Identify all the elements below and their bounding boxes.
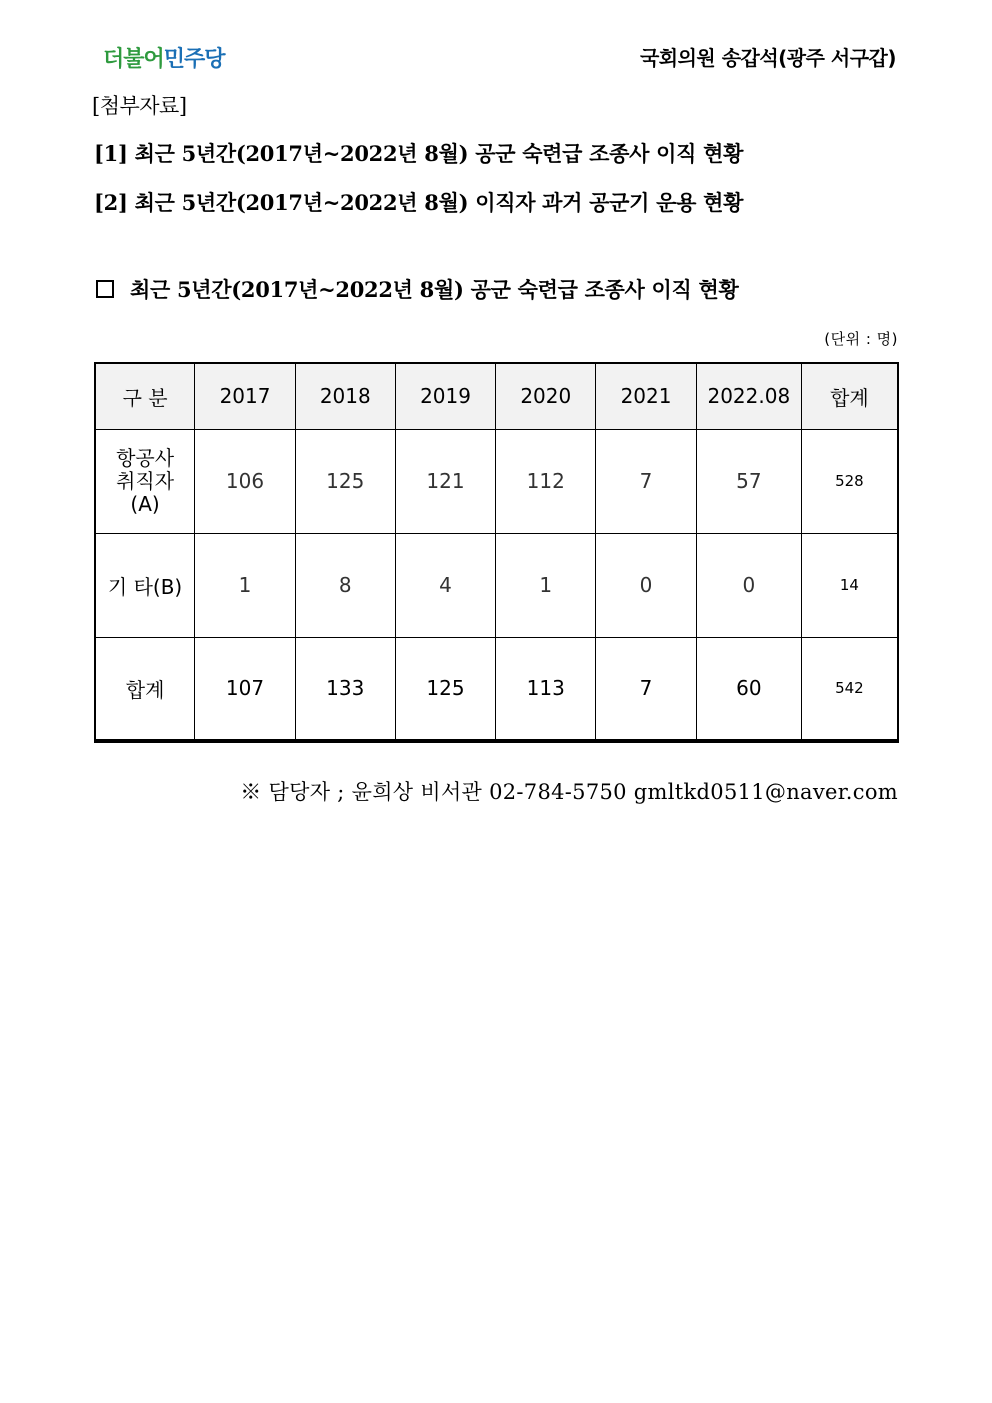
table-cell-total: 528 — [801, 429, 898, 533]
table-cell-total: 14 — [801, 533, 898, 637]
toc-item-1: [1] 최근 5년간(2017년~2022년 8월) 공군 숙련급 조종사 이직 현황 — [94, 141, 744, 166]
table-row — [95, 429, 898, 533]
party-logo — [103, 42, 225, 73]
table-cell: 1 — [496, 533, 596, 637]
unit-note: (단위 : 명) — [824, 330, 898, 348]
member-label: 국회의원 송갑석(광주 서구갑) — [639, 46, 896, 70]
row-label-line: 항공사 — [116, 445, 175, 470]
party-logo-part2: 민주당 — [163, 47, 225, 72]
table-cell: 133 — [295, 637, 395, 741]
header-2017: 2017 — [195, 363, 296, 429]
header-2018: 2018 — [295, 363, 395, 429]
table-cell: 125 — [395, 637, 496, 741]
table-cell: 113 — [496, 637, 596, 741]
table-cell: 7 — [596, 429, 697, 533]
party-logo-part1: 더불어 — [103, 47, 164, 72]
table-cell: 0 — [596, 533, 697, 637]
table-cell: 4 — [395, 533, 496, 637]
contact-info: ※ 담당자 ; 윤희상 비서관 02-784-5750 gmltkd0511@naver.com — [240, 780, 898, 804]
row-label-airline — [95, 429, 195, 533]
table-cell: 7 — [596, 637, 697, 741]
table-cell: 125 — [295, 429, 395, 533]
header-total: 합계 — [801, 363, 898, 429]
section-title — [96, 274, 739, 304]
table-cell: 8 — [295, 533, 395, 637]
table-cell: 1 — [195, 533, 296, 637]
header-category: 구 분 — [95, 363, 195, 429]
table-cell: 112 — [496, 429, 596, 533]
table-cell: 121 — [395, 429, 496, 533]
header-2021: 2021 — [596, 363, 697, 429]
table-cell: 60 — [696, 637, 801, 741]
header-2020: 2020 — [496, 363, 596, 429]
row-label-other: 기 타(B) — [95, 533, 195, 637]
row-label-line: (A) — [130, 491, 160, 516]
header-2022-08: 2022.08 — [696, 363, 801, 429]
toc-item-2: [2] 최근 5년간(2017년~2022년 8월) 이직자 과거 공군기 운용 현황 — [94, 190, 744, 215]
table-row — [95, 637, 898, 741]
row-label-line: 취직자 — [116, 468, 175, 493]
pilot-turnover-table — [94, 362, 899, 743]
table-cell: 0 — [696, 533, 801, 637]
section-title-text: 최근 5년간(2017년~2022년 8월) 공군 숙련급 조종사 이직 현황 — [130, 277, 739, 302]
table-cell-total: 542 — [801, 637, 898, 741]
table-row — [95, 533, 898, 637]
attachment-label: [첨부자료] — [92, 94, 187, 118]
table-cell: 106 — [195, 429, 296, 533]
table-cell: 57 — [696, 429, 801, 533]
table-cell: 107 — [195, 637, 296, 741]
checkbox-icon — [96, 280, 114, 298]
row-label-total: 합계 — [95, 637, 195, 741]
table-header-row — [95, 363, 898, 429]
header-2019: 2019 — [395, 363, 496, 429]
